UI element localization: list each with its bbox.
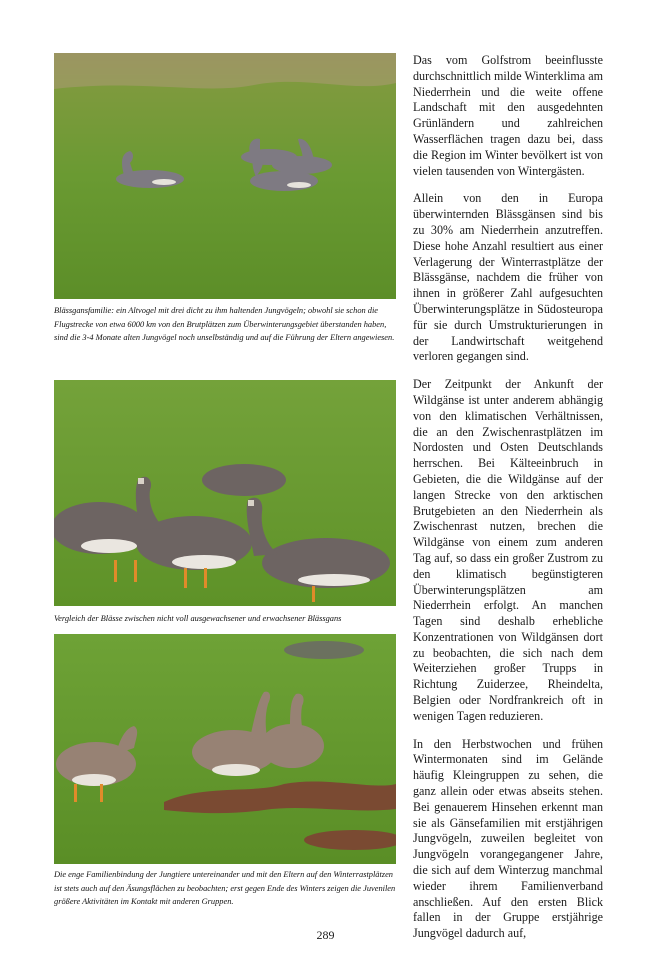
caption-photo-1: Blässgansfamilie: ein Altvogel mit drei dicht zu ihm haltenden Jungvögeln; obwohl sie schon die Flugstrecke von etwa 6000 km von den Brutplätzen zum Überwinterungsgebiet überstanden haben, sind die 3-4 Monate alten Jungvögel noch unselbständig und auf die Führung der Eltern angewiesen. — [54, 306, 395, 343]
body-paragraph-4: In den Herbstwochen und frühen Wintermonaten sind im Gelände häufig Kleingruppen zu sehen, die ganz allein oder etwas abseits stehen. Bei genauerem Hinsehen erkennt man sie als Gänsefamilien mit erstjährigen Jungvögeln, zuweilen begleitet von Jungvögeln vorangegangener Jahre, die sich auf dem Winterzug manchmal wieder ihrem Familienverband anschließen. Auf den ersten Blick fallen in der Gruppe erstjährige Jungvögel dadurch auf, — [413, 736, 603, 941]
photo-blaze-comparison-image — [54, 380, 396, 606]
body-text-column — [413, 53, 603, 954]
photo-blaze-comparison — [54, 380, 396, 606]
photo-goose-family — [54, 53, 396, 299]
page-number: 289 — [316, 928, 335, 942]
body-paragraph-3: Der Zeitpunkt der Ankunft der Wildgänse ist unter anderem abhängig von den klimatischen Verhältnissen, die an den Zwischenrastplätzen im Nordosten und Osten Deutschlands herrschen. Bei Kälteeinbruch in Gebieten, die die Wildgänse auf der langen Strecke von den arktischen Brutgebieten an den Niederrhein als Zwischenrast nutzen, brechen die Wildgänse von einem zum anderen Tag auf, so dass ein großer Zustrom zu den klimatisch begünstigteren Überwinterungsplätzen am Niederrhein erfolgt. An manchen Tagen sind deshalb erhebliche Konzentrationen von Wildgänsen dort zu beobachten, die sich nach dem Weiterziehen großer Trupps in Richtung Zuiderzee, Rheindelta, Belgien oder Nordfrankreich oft in wenigen Tagen reduzieren. — [413, 377, 603, 723]
photo-family-bond — [54, 634, 396, 864]
body-paragraph-2: Allein von den in Europa überwinternden Blässgänsen sind bis zu 30% am Niederrhein anzutreffen. Diese hohe Anzahl resultiert aus einer Verlagerung der Winterrastplätze der Blässgänse, nachdem die früher von ihnen in größerer Zahl aufgesuchten Überwinterungsplätze in Südosteuropa für sie durch Umstrukturierungen in der Landwirtschaft weitgehend verloren gegangen sind. — [413, 191, 603, 364]
photo-family-bond-image — [54, 634, 396, 864]
photo-goose-family-image — [54, 53, 396, 299]
body-paragraph-1: Das vom Golfstrom beeinflusste durchschnittlich milde Winterklima am Niederrhein und die weite offene Landschaft mit den ausgedehnten Grünländern und zahlreichen Wasserflächen tragen dazu bei, dass die Region im Winter bevölkert ist von vielen tausenden von Wintergästen. — [413, 53, 603, 178]
caption-photo-2: Vergleich der Blässe zwischen nicht voll ausgewachsener und erwachsener Blässgans — [54, 614, 342, 623]
caption-photo-3: Die enge Familienbindung der Jungtiere untereinander und mit den Eltern auf den Winterrastplätzen ist stets auch auf den Äsungsflächen zu beobachten; erst gegen Ende des Winters zeigen die Juvenilen größere Aktivitäten im Kontakt mit anderen Gruppen. — [54, 870, 396, 907]
